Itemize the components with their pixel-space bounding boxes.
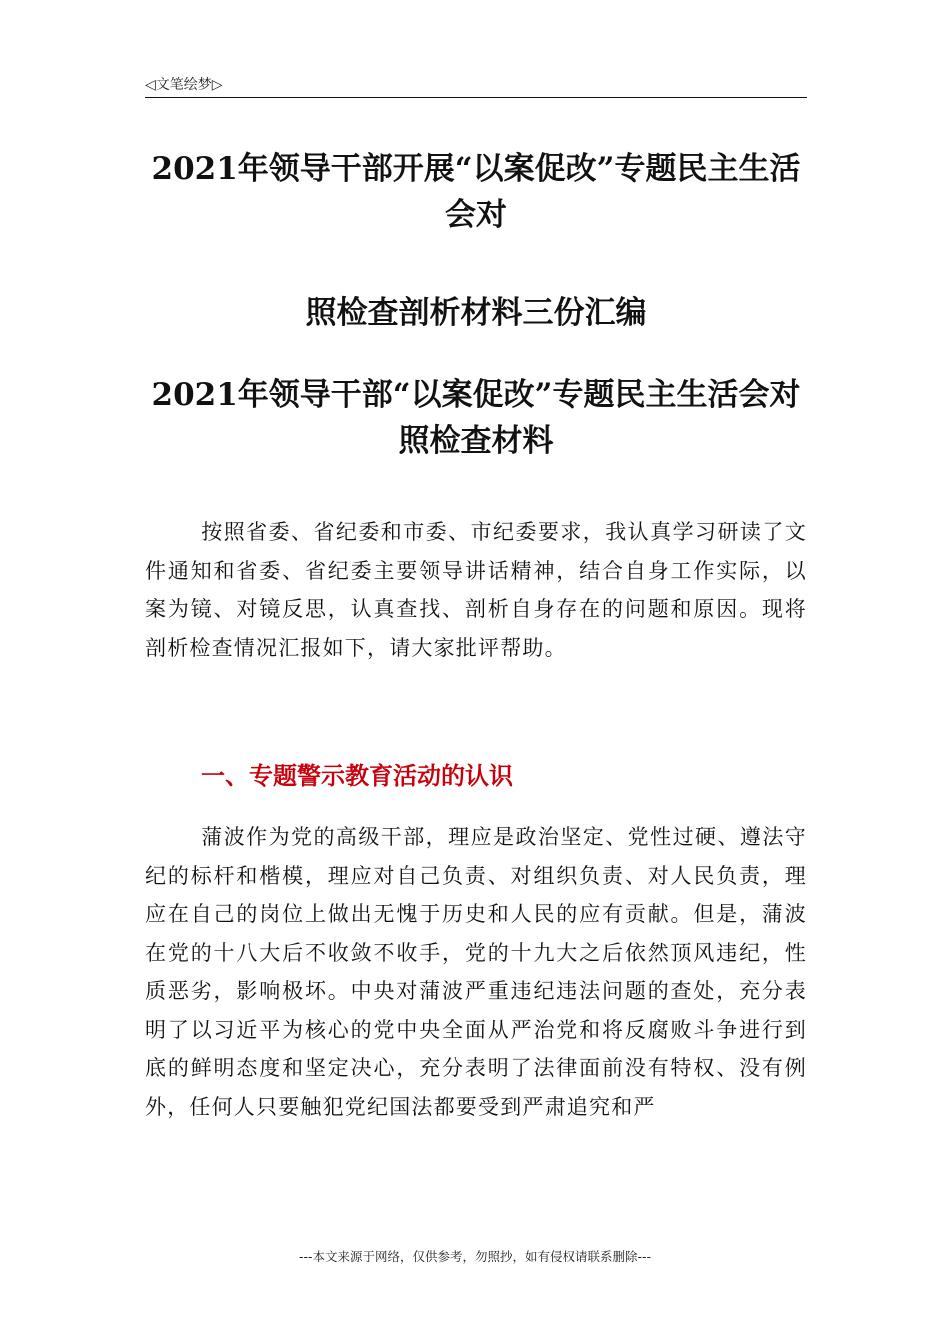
section-1-paragraph (145, 818, 807, 1126)
document-title (145, 146, 807, 238)
footer-disclaimer: ---本文来源于网络，仅供参考，勿照抄，如有侵权请联系删除--- (298, 1249, 652, 1264)
document-title-continued: 照检查剖析材料三份汇编 (305, 295, 647, 331)
section-1-paragraph-text: 蒲波作为党的高级干部，理应是政治坚定、党性过硬、遵法守纪的标杆和楷模，理应对自己负责、对组织负责、对人民负责，理应在自己的岗位上做出无愧于历史和人民的应有贡献。但是，蒲波在党的十八大后不收敛不收手，党的十九大之后依然顶风违纪，性质恶劣，影响极坏。中央对蒲波严重违纪违法问题的查处，充分表明了以习近平为核心的党中央全面从严治党和将反腐败斗争进行到底的鲜明态度和坚定决心，充分表明了法律面前没有特权、没有例外，任何人只要触犯党纪国法都要受到严肃追究和严 (145, 825, 807, 1119)
document-header-label: ◁文笔绘梦▷ (145, 77, 223, 93)
document-title-line-1: 2021年领导干部开展“以案促改”专题民主生活会对 (151, 151, 801, 233)
document-subtitle: 2021年领导干部“以案促改”专题民主生活会对照检查材料 (151, 377, 801, 459)
intro-paragraph-text: 按照省委、省纪委和市委、市纪委要求，我认真学习研读了文件通知和省委、省纪委主要领导讲话精神，结合自身工作实际，以案为镜、对镜反思，认真查找、剖析自身存在的问题和原因。现将剖析检查情况汇报如下，请大家批评帮助。 (145, 520, 807, 660)
section-heading-1: 一、专题警示教育活动的认识 (201, 762, 513, 790)
header-divider (145, 97, 807, 98)
intro-paragraph (145, 513, 807, 667)
